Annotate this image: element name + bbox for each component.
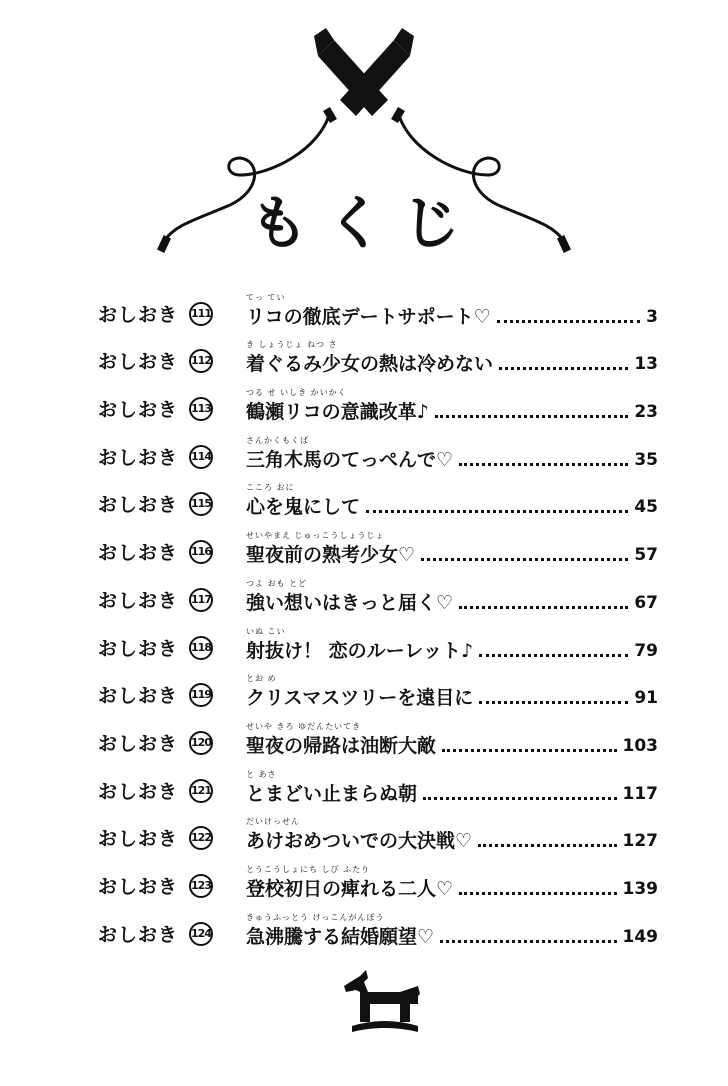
furigana: き しょうじょ ねつ さ — [246, 340, 338, 350]
page-number: 23 — [634, 402, 658, 423]
entry-label: おしおき — [98, 494, 179, 517]
toc-entry[interactable] — [98, 717, 658, 765]
chapter-title: 登校初日の痺れる二人♡ — [246, 877, 454, 900]
chapter-title: 三角木馬のてっぺんで♡ — [246, 448, 454, 471]
page-number: 57 — [634, 545, 658, 566]
leader-dots — [421, 557, 628, 561]
page-title: もくじ — [249, 189, 478, 257]
entry-label: おしおき — [98, 923, 179, 946]
toc-entry[interactable] — [98, 479, 658, 527]
leader-dots — [459, 462, 628, 466]
furigana: さんかくもくば — [246, 435, 309, 445]
furigana: と あさ — [246, 769, 277, 779]
toc-entry[interactable] — [98, 336, 658, 384]
chapter-number-badge: 117 — [189, 588, 213, 612]
furigana: せいや きろ ゆだんたいてき — [246, 721, 362, 731]
toc-entry[interactable] — [98, 765, 658, 813]
page-number: 149 — [622, 926, 658, 947]
leader-dots — [497, 319, 641, 323]
entry-label: おしおき — [98, 732, 179, 755]
leader-dots — [479, 653, 628, 657]
chapter-number-badge: 116 — [189, 540, 213, 564]
chapter-number-badge: 111 — [189, 302, 213, 326]
toc-entry[interactable] — [98, 670, 658, 718]
chapter-title: リコの徹底デートサポート♡ — [246, 305, 491, 328]
page-number: 13 — [634, 354, 658, 375]
chapter-title: あけおめついでの大決戦♡ — [246, 830, 473, 853]
chapter-number-badge: 123 — [189, 874, 213, 898]
chapter-number-badge: 120 — [189, 731, 213, 755]
chapter-number-badge: 118 — [189, 636, 213, 660]
page-number: 45 — [634, 497, 658, 518]
page-number: 117 — [622, 783, 658, 804]
furigana: とお め — [246, 674, 277, 684]
page-number: 67 — [634, 592, 658, 613]
furigana: つよ おも とど — [246, 578, 308, 588]
chapter-title: 聖夜前の熟考少女♡ — [246, 544, 416, 567]
entry-label: おしおき — [98, 303, 179, 326]
leader-dots — [435, 414, 629, 418]
furigana: きゅうふっとう けっこんがんぼう — [246, 912, 385, 922]
chapter-number-badge: 112 — [189, 349, 213, 373]
chapter-number-badge: 124 — [189, 922, 213, 946]
leader-dots — [442, 748, 616, 752]
chapter-title: 急沸騰する結婚願望♡ — [246, 925, 435, 948]
chapter-title: 射抜け！ 恋のルーレット♪ — [246, 639, 474, 662]
toc-entry[interactable] — [98, 908, 658, 956]
chapter-title: 強い想いはきっと届く♡ — [246, 591, 454, 614]
furigana: とうこうしょにち しび ふたり — [246, 864, 371, 874]
page-number: 3 — [646, 306, 658, 327]
leader-dots — [366, 509, 628, 513]
chapter-title: クリスマスツリーを遠目に — [246, 687, 474, 710]
wooden-horse-icon — [338, 968, 422, 1038]
entry-label: おしおき — [98, 446, 179, 469]
furigana: つる せ いしき かいかく — [246, 388, 347, 398]
toc-entry[interactable] — [98, 431, 658, 479]
leader-dots — [423, 796, 616, 800]
chapter-number-badge: 115 — [189, 492, 213, 516]
entry-label: おしおき — [98, 351, 179, 374]
leader-dots — [459, 605, 628, 609]
chapter-title: とまどい止まらぬ朝 — [246, 782, 418, 805]
entry-label: おしおき — [98, 875, 179, 898]
entry-label: おしおき — [98, 780, 179, 803]
chapter-number-badge: 119 — [189, 683, 213, 707]
chapter-number-badge: 114 — [189, 445, 213, 469]
chapter-title: 心を鬼にして — [246, 496, 361, 519]
page-number: 139 — [622, 878, 658, 899]
furigana: こころ おに — [246, 483, 295, 493]
toc-entry[interactable] — [98, 574, 658, 622]
page-number: 79 — [634, 640, 658, 661]
entry-label: おしおき — [98, 828, 179, 851]
entry-label: おしおき — [98, 399, 179, 422]
chapter-number-badge: 121 — [189, 779, 213, 803]
toc-entry[interactable] — [98, 288, 658, 336]
furigana: てっ てい — [246, 292, 286, 302]
furigana: いぬ こい — [246, 626, 286, 636]
chapter-title: 聖夜の帰路は油断大敵 — [246, 734, 437, 757]
chapter-number-badge: 113 — [189, 397, 213, 421]
page-number: 35 — [634, 449, 658, 470]
toc-entry[interactable] — [98, 383, 658, 431]
leader-dots — [440, 939, 616, 943]
chapter-title: 着ぐるみ少女の熱は冷めない — [246, 353, 494, 376]
page-number: 91 — [634, 688, 658, 709]
toc-entry[interactable] — [98, 860, 658, 908]
entry-label: おしおき — [98, 637, 179, 660]
leader-dots — [479, 700, 628, 704]
page-number: 127 — [622, 831, 658, 852]
chapter-title: 鶴瀬リコの意識改革♪ — [246, 401, 429, 424]
leader-dots — [499, 366, 628, 370]
table-of-contents — [98, 288, 658, 956]
page-number: 103 — [622, 735, 658, 756]
leader-dots — [459, 891, 616, 895]
entry-label: おしおき — [98, 589, 179, 612]
entry-label: おしおき — [98, 542, 179, 565]
toc-entry[interactable] — [98, 813, 658, 861]
leader-dots — [478, 843, 616, 847]
toc-entry[interactable] — [98, 622, 658, 670]
furigana: せいやまえ じゅっこうしょうじょ — [246, 531, 385, 541]
toc-entry[interactable] — [98, 526, 658, 574]
furigana: だいけっせん — [246, 817, 300, 827]
chapter-number-badge: 122 — [189, 826, 213, 850]
entry-label: おしおき — [98, 685, 179, 708]
